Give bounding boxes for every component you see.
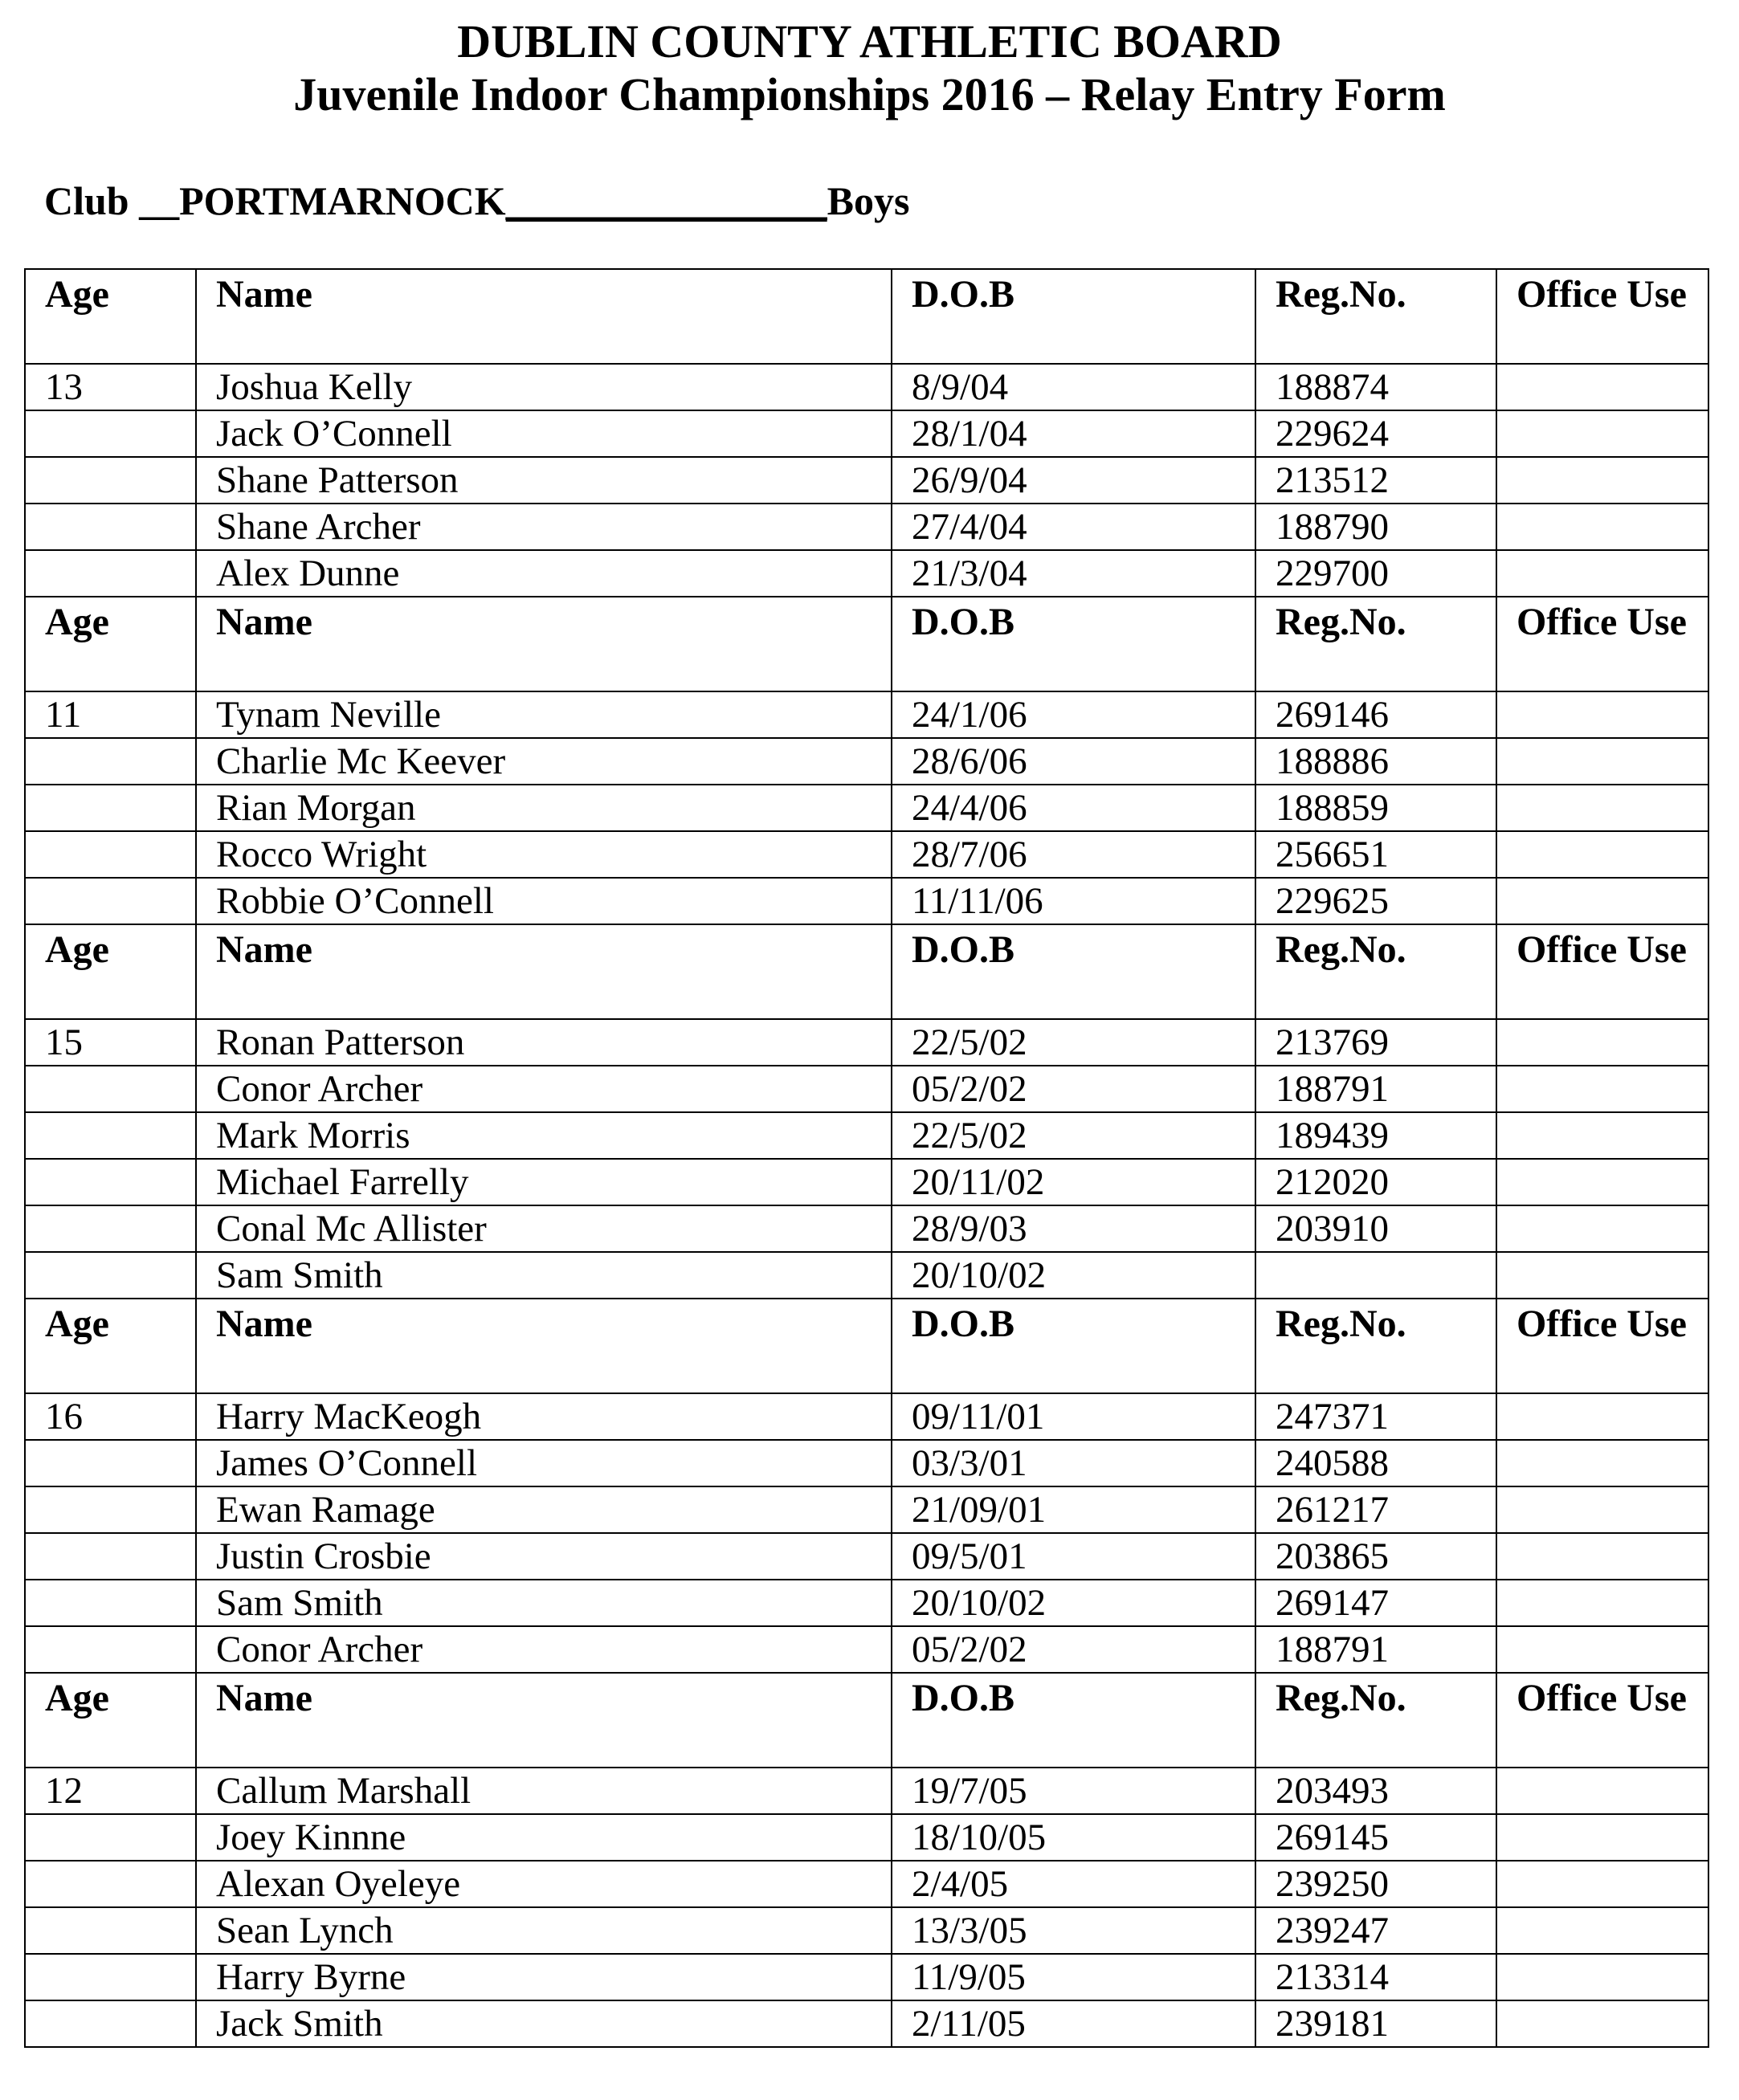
header-dob: D.O.B [892,924,1255,1019]
header-office-use: Office Use [1496,1673,1708,1768]
dob-cell: 03/3/01 [892,1440,1255,1486]
header-row [25,1673,1708,1768]
header-reg-no: Reg.No. [1255,597,1496,691]
header-row [25,269,1708,364]
reg-no-cell: 203865 [1255,1533,1496,1580]
header-office-use: Office Use [1496,597,1708,691]
dob-cell: 21/09/01 [892,1486,1255,1533]
dob-cell: 8/9/04 [892,364,1255,410]
dob-cell: 22/5/02 [892,1019,1255,1066]
reg-no-cell: 188790 [1255,504,1496,550]
dob-cell: 20/10/02 [892,1580,1255,1626]
table-row [25,410,1708,457]
form-title: DUBLIN COUNTY ATHLETIC BOARD [457,15,1282,67]
office-use-cell [1496,457,1708,504]
table-row [25,550,1708,597]
dob-cell: 18/10/05 [892,1814,1255,1861]
name-cell: Harry Byrne [196,1954,892,2000]
name-cell: Sam Smith [196,1252,892,1299]
name-cell: Sam Smith [196,1580,892,1626]
age-cell [25,1907,196,1954]
office-use-cell [1496,1533,1708,1580]
office-use-cell [1496,1768,1708,1814]
age-cell [25,1626,196,1673]
reg-no-cell: 188791 [1255,1066,1496,1112]
table-row [25,1205,1708,1252]
dob-cell: 05/2/02 [892,1626,1255,1673]
relay-entry-table [24,268,1709,2048]
dob-cell: 22/5/02 [892,1112,1255,1159]
office-use-cell [1496,550,1708,597]
table-row [25,878,1708,924]
header-name: Name [196,269,892,364]
office-use-cell [1496,1205,1708,1252]
header-name: Name [196,924,892,1019]
name-cell: Callum Marshall [196,1768,892,1814]
reg-no-cell: 229625 [1255,878,1496,924]
reg-no-cell: 269146 [1255,691,1496,738]
dob-cell: 21/3/04 [892,550,1255,597]
office-use-cell [1496,1580,1708,1626]
table-row [25,1580,1708,1626]
header-dob: D.O.B [892,269,1255,364]
office-use-cell [1496,1954,1708,2000]
header-row [25,1299,1708,1393]
age-cell [25,1066,196,1112]
form-subtitle: Juvenile Indoor Championships 2016 – Relay Entry Form [293,68,1446,120]
club-name: PORTMARNOCK [179,178,506,223]
age-cell [25,457,196,504]
dob-cell: 28/6/06 [892,738,1255,785]
dob-cell: 2/11/05 [892,2000,1255,2047]
office-use-cell [1496,1814,1708,1861]
header-row [25,924,1708,1019]
table-row [25,738,1708,785]
reg-no-cell: 188859 [1255,785,1496,831]
office-use-cell [1496,1486,1708,1533]
table-row [25,364,1708,410]
table-row [25,2000,1708,2047]
header-row [25,597,1708,691]
table-row [25,1486,1708,1533]
age-cell [25,2000,196,2047]
dob-cell: 11/11/06 [892,878,1255,924]
header-name: Name [196,1299,892,1393]
name-cell: Conal Mc Allister [196,1205,892,1252]
header-age: Age [25,1299,196,1393]
name-cell: Justin Crosbie [196,1533,892,1580]
dob-cell: 20/11/02 [892,1159,1255,1205]
reg-no-cell: 188791 [1255,1626,1496,1673]
club-line [44,175,909,226]
header-age: Age [25,597,196,691]
office-use-cell [1496,1252,1708,1299]
table-row [25,457,1708,504]
age-cell [25,785,196,831]
table-row [25,1626,1708,1673]
office-use-cell [1496,1861,1708,1907]
name-cell: Jack Smith [196,2000,892,2047]
name-cell: Joshua Kelly [196,364,892,410]
age-cell [25,1954,196,2000]
age-cell [25,1814,196,1861]
reg-no-cell: 229624 [1255,410,1496,457]
header-name: Name [196,1673,892,1768]
reg-no-cell: 203910 [1255,1205,1496,1252]
reg-no-cell: 203493 [1255,1768,1496,1814]
reg-no-cell: 256651 [1255,831,1496,878]
header-reg-no: Reg.No. [1255,1673,1496,1768]
name-cell: Conor Archer [196,1066,892,1112]
reg-no-cell: 213314 [1255,1954,1496,2000]
office-use-cell [1496,785,1708,831]
name-cell: Ewan Ramage [196,1486,892,1533]
name-cell: James O’Connell [196,1440,892,1486]
reg-no-cell [1255,1252,1496,1299]
name-cell: Robbie O’Connell [196,878,892,924]
office-use-cell [1496,1393,1708,1440]
reg-no-cell: 239250 [1255,1861,1496,1907]
table-row [25,504,1708,550]
table-row [25,1768,1708,1814]
club-label: Club __ [44,178,180,223]
dob-cell: 19/7/05 [892,1768,1255,1814]
reg-no-cell: 261217 [1255,1486,1496,1533]
header-reg-no: Reg.No. [1255,1299,1496,1393]
age-cell [25,831,196,878]
header-office-use: Office Use [1496,1299,1708,1393]
header-age: Age [25,924,196,1019]
office-use-cell [1496,1019,1708,1066]
dob-cell: 24/1/06 [892,691,1255,738]
name-cell: Alex Dunne [196,550,892,597]
table-row [25,1159,1708,1205]
reg-no-cell: 212020 [1255,1159,1496,1205]
age-cell [25,410,196,457]
office-use-cell [1496,1112,1708,1159]
dob-cell: 05/2/02 [892,1066,1255,1112]
table-row [25,831,1708,878]
office-use-cell [1496,364,1708,410]
header-dob: D.O.B [892,597,1255,691]
name-cell: Rian Morgan [196,785,892,831]
header-office-use: Office Use [1496,924,1708,1019]
office-use-cell [1496,504,1708,550]
age-cell [25,1252,196,1299]
table-row [25,785,1708,831]
dob-cell: 2/4/05 [892,1861,1255,1907]
table-row [25,1066,1708,1112]
dob-cell: 27/4/04 [892,504,1255,550]
office-use-cell [1496,878,1708,924]
age-cell [25,504,196,550]
name-cell: Alexan Oyeleye [196,1861,892,1907]
dob-cell: 28/9/03 [892,1205,1255,1252]
table-row [25,1954,1708,2000]
dob-cell: 09/5/01 [892,1533,1255,1580]
reg-no-cell: 247371 [1255,1393,1496,1440]
reg-no-cell: 239181 [1255,2000,1496,2047]
office-use-cell [1496,1066,1708,1112]
name-cell: Rocco Wright [196,831,892,878]
reg-no-cell: 269145 [1255,1814,1496,1861]
age-cell [25,1533,196,1580]
age-cell: 15 [25,1019,196,1066]
age-cell [25,1440,196,1486]
name-cell: Shane Patterson [196,457,892,504]
name-cell: Harry MacKeogh [196,1393,892,1440]
dob-cell: 26/9/04 [892,457,1255,504]
name-cell: Charlie Mc Keever [196,738,892,785]
reg-no-cell: 213769 [1255,1019,1496,1066]
name-cell: Mark Morris [196,1112,892,1159]
name-cell: Jack O’Connell [196,410,892,457]
name-cell: Shane Archer [196,504,892,550]
table-row [25,1907,1708,1954]
dob-cell: 28/1/04 [892,410,1255,457]
dob-cell: 11/9/05 [892,1954,1255,2000]
dob-cell: 28/7/06 [892,831,1255,878]
office-use-cell [1496,738,1708,785]
header-age: Age [25,1673,196,1768]
office-use-cell [1496,691,1708,738]
table-row [25,1440,1708,1486]
office-use-cell [1496,410,1708,457]
age-cell [25,1205,196,1252]
header-office-use: Office Use [1496,269,1708,364]
header-age: Age [25,269,196,364]
office-use-cell [1496,2000,1708,2047]
age-cell [25,550,196,597]
table-row [25,1533,1708,1580]
dob-cell: 13/3/05 [892,1907,1255,1954]
office-use-cell [1496,1907,1708,1954]
table-row [25,1112,1708,1159]
category-label: Boys [827,178,910,223]
office-use-cell [1496,1626,1708,1673]
name-cell: Conor Archer [196,1626,892,1673]
header-name: Name [196,597,892,691]
dob-cell: 24/4/06 [892,785,1255,831]
age-cell: 11 [25,691,196,738]
header-dob: D.O.B [892,1673,1255,1768]
table-row [25,1019,1708,1066]
name-cell: Joey Kinnne [196,1814,892,1861]
reg-no-cell: 188886 [1255,738,1496,785]
reg-no-cell: 188874 [1255,364,1496,410]
table-row [25,1861,1708,1907]
age-cell [25,1580,196,1626]
office-use-cell [1496,1159,1708,1205]
office-use-cell [1496,1440,1708,1486]
reg-no-cell: 240588 [1255,1440,1496,1486]
age-cell: 16 [25,1393,196,1440]
office-use-cell [1496,831,1708,878]
name-cell: Ronan Patterson [196,1019,892,1066]
header-reg-no: Reg.No. [1255,269,1496,364]
age-cell [25,1112,196,1159]
table-row [25,1393,1708,1440]
reg-no-cell: 229700 [1255,550,1496,597]
age-cell [25,878,196,924]
age-cell [25,1861,196,1907]
name-cell: Tynam Neville [196,691,892,738]
age-cell [25,1486,196,1533]
age-cell: 12 [25,1768,196,1814]
reg-no-cell: 213512 [1255,457,1496,504]
name-cell: Sean Lynch [196,1907,892,1954]
dob-cell: 20/10/02 [892,1252,1255,1299]
header-dob: D.O.B [892,1299,1255,1393]
reg-no-cell: 239247 [1255,1907,1496,1954]
age-cell [25,1159,196,1205]
age-cell [25,738,196,785]
club-blank: ________________ [505,178,827,223]
age-cell: 13 [25,364,196,410]
reg-no-cell: 189439 [1255,1112,1496,1159]
table-row [25,1252,1708,1299]
reg-no-cell: 269147 [1255,1580,1496,1626]
name-cell: Michael Farrelly [196,1159,892,1205]
header-reg-no: Reg.No. [1255,924,1496,1019]
dob-cell: 09/11/01 [892,1393,1255,1440]
table-row [25,1814,1708,1861]
table-row [25,691,1708,738]
